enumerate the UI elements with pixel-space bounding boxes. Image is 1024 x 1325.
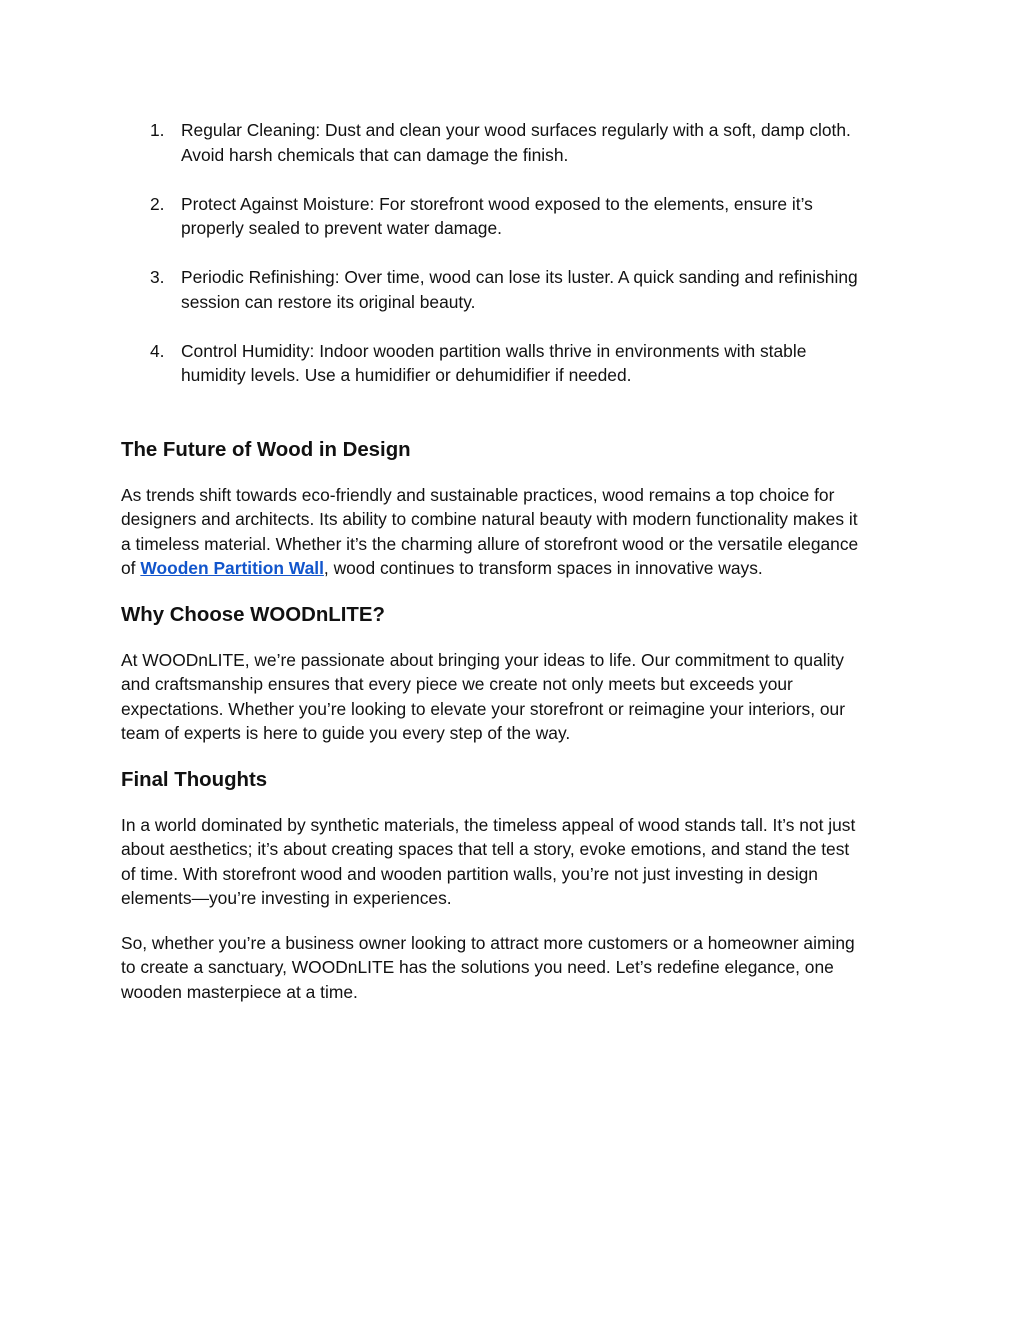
wooden-partition-wall-link[interactable]: Wooden Partition Wall bbox=[140, 558, 324, 578]
paragraph-line: At WOODnLITE, we’re passionate about bringing your ideas to life. Our commitment to quality bbox=[121, 649, 845, 670]
paragraph-line: elements—you’re investing in experiences. bbox=[121, 888, 452, 908]
paragraph-line: team of experts is here to guide you every step of the way. bbox=[121, 723, 571, 743]
list-item-number: 4. bbox=[150, 340, 165, 361]
future-of-wood-heading: The Future of Wood in Design bbox=[121, 438, 411, 461]
list-item-text: Protect Against Moisture: For storefront wood exposed to the elements, ensure it’s bbox=[181, 193, 813, 214]
document-content bbox=[121, 118, 906, 1004]
list-item-text: session can restore its original beauty. bbox=[181, 291, 476, 312]
list-item-number: 2. bbox=[150, 193, 165, 214]
list-item-number: 3. bbox=[150, 267, 165, 287]
paragraph-line: designers and architects. Its ability to combine natural beauty with modern functionality makes it bbox=[121, 509, 858, 529]
paragraph-line: wooden masterpiece at a time. bbox=[121, 981, 358, 1002]
list-item-text: Regular Cleaning: Dust and clean your wood surfaces regularly with a soft, damp cloth. bbox=[181, 120, 851, 140]
final-thoughts-heading: Final Thoughts bbox=[121, 768, 268, 791]
paragraph-line: So, whether you’re a business owner looking to attract more customers or a homeowner aiming bbox=[121, 932, 855, 953]
paragraph-text: of bbox=[121, 558, 141, 578]
maintenance-tips-list bbox=[121, 118, 906, 388]
final-thoughts-paragraph-2 bbox=[121, 931, 906, 1005]
final-thoughts-paragraph-1 bbox=[121, 813, 906, 911]
paragraph-line: As trends shift towards eco-friendly and sustainable practices, wood remains a top choice for bbox=[121, 484, 835, 505]
list-item bbox=[121, 192, 906, 241]
list-item bbox=[121, 118, 906, 167]
list-item-text: properly sealed to prevent water damage. bbox=[181, 218, 502, 238]
paragraph-line: In a world dominated by synthetic materials, the timeless appeal of wood stands tall. It’s not just bbox=[121, 814, 856, 835]
list-item-text: Avoid harsh chemicals that can damage the finish. bbox=[181, 144, 569, 165]
paragraph-line: about aesthetics; it’s about creating spaces that tell a story, evoke emotions, and stand the test bbox=[121, 839, 850, 859]
paragraph-line: expectations. Whether you’re looking to elevate your storefront or reimagine your interiors, our bbox=[121, 698, 846, 719]
list-item bbox=[121, 265, 906, 314]
paragraph-line: and craftsmanship ensures that every piece we create not only meets but exceeds your bbox=[121, 674, 793, 694]
list-item-text: humidity levels. Use a humidifier or dehumidifier if needed. bbox=[181, 365, 632, 385]
why-choose-paragraph bbox=[121, 648, 906, 746]
future-of-wood-paragraph bbox=[121, 483, 906, 581]
paragraph-line bbox=[121, 556, 906, 581]
paragraph-line: of time. With storefront wood and wooden partition walls, you’re not just investing in design bbox=[121, 863, 818, 884]
list-item-number: 1. bbox=[150, 120, 165, 140]
paragraph-text: , wood continues to transform spaces in innovative ways. bbox=[323, 558, 763, 578]
paragraph-line: a timeless material. Whether it’s the charming allure of storefront wood or the versatile elegance bbox=[121, 533, 859, 554]
list-item-text: Periodic Refinishing: Over time, wood can lose its luster. A quick sanding and refinishing bbox=[181, 267, 858, 287]
list-item-text: Control Humidity: Indoor wooden partition walls thrive in environments with stable bbox=[181, 340, 807, 361]
paragraph-line: to create a sanctuary, WOODnLITE has the solutions you need. Let’s redefine elegance, one bbox=[121, 957, 834, 977]
why-choose-heading: Why Choose WOODnLITE? bbox=[121, 603, 385, 626]
list-item bbox=[121, 339, 906, 388]
